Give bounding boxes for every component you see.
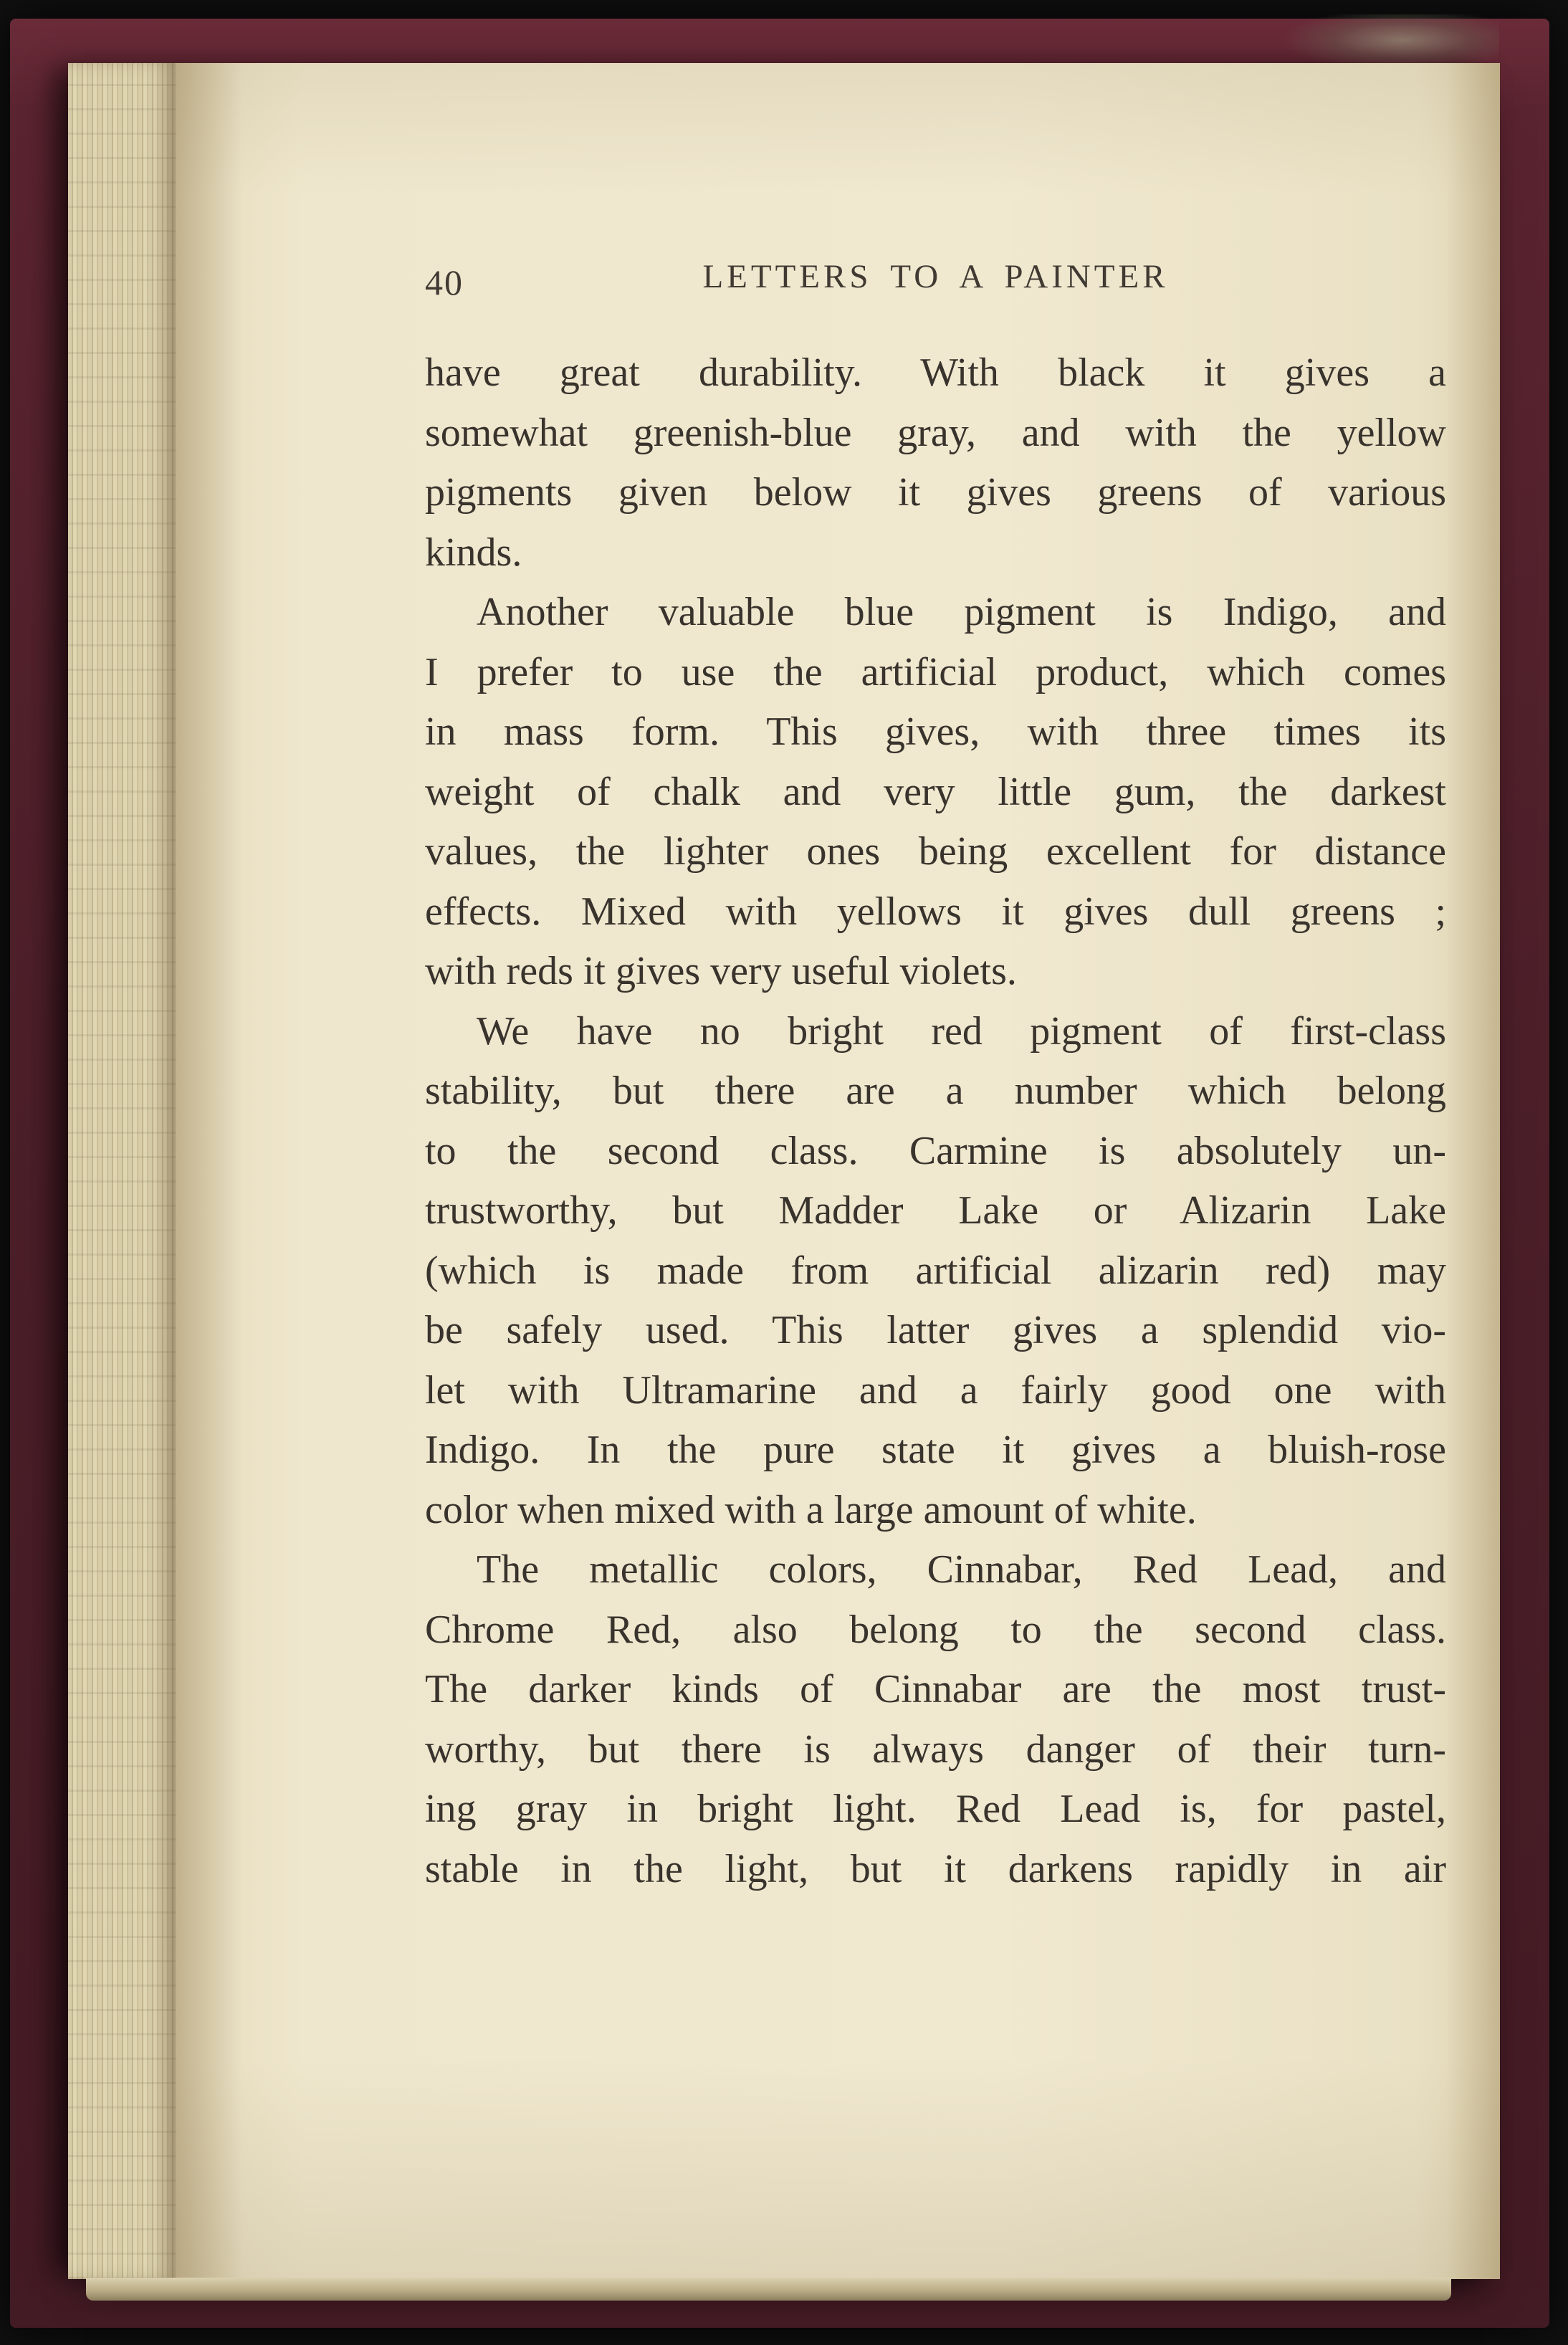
text-line: let with Ultramarine and a fairly good one with xyxy=(425,1367,1446,1413)
page-body xyxy=(425,343,1446,1899)
page-right-shadow xyxy=(1446,63,1500,2279)
text-line: worthy, but there is always danger of their turn- xyxy=(425,1726,1446,1772)
text-line: with reds it gives very useful violets. xyxy=(425,949,1017,993)
book-page xyxy=(68,63,1500,2279)
paragraph xyxy=(425,343,1446,583)
text-line: trustworthy, but Madder Lake or Alizarin Lake xyxy=(425,1188,1446,1233)
paragraph xyxy=(425,1540,1446,1899)
text-line: (which is made from artificial alizarin red) may xyxy=(425,1248,1446,1293)
running-header: LETTERS TO A PAINTER xyxy=(702,258,1169,295)
page-curve-shadow xyxy=(176,63,244,2279)
text-line: values, the lighter ones being excellent for distance xyxy=(425,829,1446,874)
text-line: in mass form. This gives, with three times its xyxy=(425,710,1446,754)
text-line: effects. Mixed with yellows it gives dull greens ; xyxy=(425,889,1446,934)
text-line: have great durability. With black it gives a xyxy=(425,350,1446,395)
text-line: color when mixed with a large amount of white. xyxy=(425,1487,1197,1532)
page-edges-bottom xyxy=(86,2278,1451,2301)
text-line: weight of chalk and very little gum, the darkest xyxy=(425,769,1446,814)
text-line: kinds. xyxy=(425,530,522,575)
page-header xyxy=(425,257,1446,303)
text-line: stability, but there are a number which belong xyxy=(425,1069,1446,1113)
text-line: ing gray in bright light. Red Lead is, for pastel, xyxy=(425,1787,1446,1831)
paragraph xyxy=(425,583,1446,1002)
text-line: to the second class. Carmine is absolutely un- xyxy=(425,1128,1446,1173)
text-line: The metallic colors, Cinnabar, Red Lead, and xyxy=(477,1547,1446,1592)
text-line: pigments given below it gives greens of various xyxy=(425,470,1446,515)
text-line: Another valuable blue pigment is Indigo, and xyxy=(477,590,1446,634)
page-content xyxy=(425,257,1446,1899)
text-line: be safely used. This latter gives a splendid vio- xyxy=(425,1308,1446,1352)
text-line: The darker kinds of Cinnabar are the most trust- xyxy=(425,1667,1446,1711)
page-edges-texture xyxy=(68,63,176,2279)
text-line: Indigo. In the pure state it gives a bluish-rose xyxy=(425,1428,1446,1472)
paragraph xyxy=(425,1002,1446,1541)
text-line: We have no bright red pigment of first-class xyxy=(477,1008,1446,1054)
text-line: stable in the light, but it darkens rapidly in air xyxy=(425,1846,1446,1891)
text-line: Chrome Red, also belong to the second class. xyxy=(425,1607,1446,1652)
page-number: 40 xyxy=(425,262,464,302)
text-line: I prefer to use the artificial product, which comes xyxy=(425,649,1446,694)
text-line: somewhat greenish-blue gray, and with the yellow xyxy=(425,410,1446,455)
